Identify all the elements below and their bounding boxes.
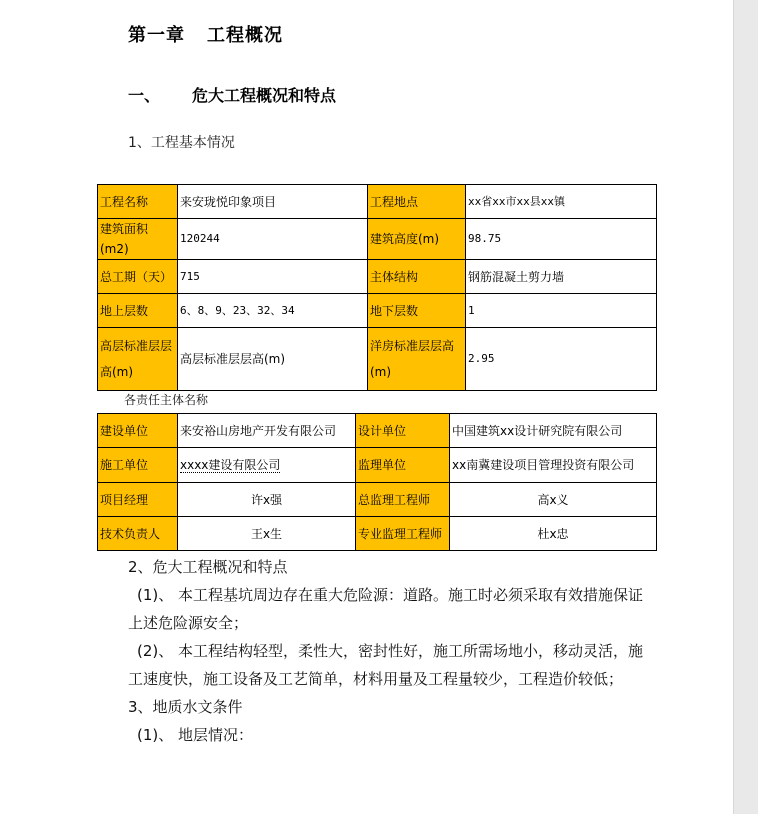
- table-row: [98, 414, 657, 448]
- value-highrise-floor-height: 高层标准层层高(m): [178, 328, 368, 391]
- responsible-parties-table: [97, 413, 657, 551]
- table-row: [98, 260, 657, 294]
- value-floors-above: 6、8、9、23、32、34: [178, 294, 368, 328]
- paragraph-1-line-1: (1)、 本工程基坑周边存在重大危险源：道路。施工时必须采取有效措施保证: [137, 586, 644, 604]
- geology-item-1: (1)、 地层情况：: [137, 726, 254, 744]
- value-designer: 中国建筑xx设计研究院有限公司: [450, 414, 657, 448]
- label-chief-supervisor: 总监理工程师: [356, 483, 450, 517]
- label-floors-above: 地上层数: [98, 294, 178, 328]
- table-row: [98, 328, 657, 391]
- table-row: [98, 517, 657, 551]
- label-developer: 建设单位: [98, 414, 178, 448]
- table-caption-parties: 各责任主体名称: [124, 393, 209, 407]
- section-number: 一、: [128, 86, 161, 105]
- label-main-structure: 主体结构: [368, 260, 466, 294]
- label-supervisor-unit: 监理单位: [356, 448, 450, 483]
- value-project-location: xx省xx市xx县xx镇: [466, 185, 657, 219]
- value-technical-lead: 王x生: [178, 517, 356, 551]
- viewer-side-rail: [734, 0, 758, 814]
- label-technical-lead: 技术负责人: [98, 517, 178, 551]
- label-project-manager: 项目经理: [98, 483, 178, 517]
- chapter-heading: [128, 21, 283, 47]
- label-building-area: 建筑面积(m2): [98, 219, 178, 260]
- value-floors-below: 1: [466, 294, 657, 328]
- table-row: [98, 219, 657, 260]
- paragraph-1-line-2: 上述危险源安全；: [128, 614, 249, 632]
- label-project-location: 工程地点: [368, 185, 466, 219]
- value-main-structure: 钢筋混凝土剪力墙: [466, 260, 657, 294]
- value-total-duration: 715: [178, 260, 368, 294]
- table-row: [98, 448, 657, 483]
- value-project-manager: 许x强: [178, 483, 356, 517]
- label-designer: 设计单位: [356, 414, 450, 448]
- value-building-area: 120244: [178, 219, 368, 260]
- subheading-basic-info: 1、工程基本情况: [128, 135, 235, 151]
- value-supervisor-unit: xx南冀建设项目管理投资有限公司: [450, 448, 657, 483]
- section-title: 危大工程概况和特点: [192, 86, 337, 105]
- label-villa-floor-height: 洋房标准层层高(m): [368, 328, 466, 391]
- value-building-height: 98.75: [466, 219, 657, 260]
- value-chief-supervisor: 高x义: [450, 483, 657, 517]
- subheading-hazard-overview: 2、危大工程概况和特点: [128, 558, 288, 576]
- value-developer: 来安裕山房地产开发有限公司: [178, 414, 356, 448]
- paragraph-2-line-2: 工速度快，施工设备及工艺简单，材料用量及工程量较少，工程造价较低；: [128, 670, 624, 688]
- label-highrise-floor-height: 高层标准层层高(m): [98, 328, 178, 391]
- label-floors-below: 地下层数: [368, 294, 466, 328]
- chapter-title: 工程概况: [207, 25, 283, 46]
- label-contractor: 施工单位: [98, 448, 178, 483]
- section-heading: [128, 83, 336, 106]
- label-specialist-supervisor: 专业监理工程师: [356, 517, 450, 551]
- value-project-name: 来安珑悦印象项目: [178, 185, 368, 219]
- basic-info-table: [97, 184, 657, 391]
- value-villa-floor-height: 2.95: [466, 328, 657, 391]
- chapter-number: 第一章: [128, 25, 185, 46]
- value-contractor-text: xxxx建设有限公司: [180, 458, 281, 472]
- paragraph-2-line-1: (2)、 本工程结构轻型，柔性大，密封性好，施工所需场地小，移动灵活，施: [137, 642, 644, 660]
- label-building-height: 建筑高度(m): [368, 219, 466, 260]
- label-total-duration: 总工期（天）: [98, 260, 178, 294]
- label-project-name: 工程名称: [98, 185, 178, 219]
- value-specialist-supervisor: 杜x忠: [450, 517, 657, 551]
- table-row: [98, 185, 657, 219]
- subheading-geology: 3、地质水文条件: [128, 698, 243, 716]
- table-row: [98, 294, 657, 328]
- table-row: [98, 483, 657, 517]
- value-contractor: [178, 448, 356, 483]
